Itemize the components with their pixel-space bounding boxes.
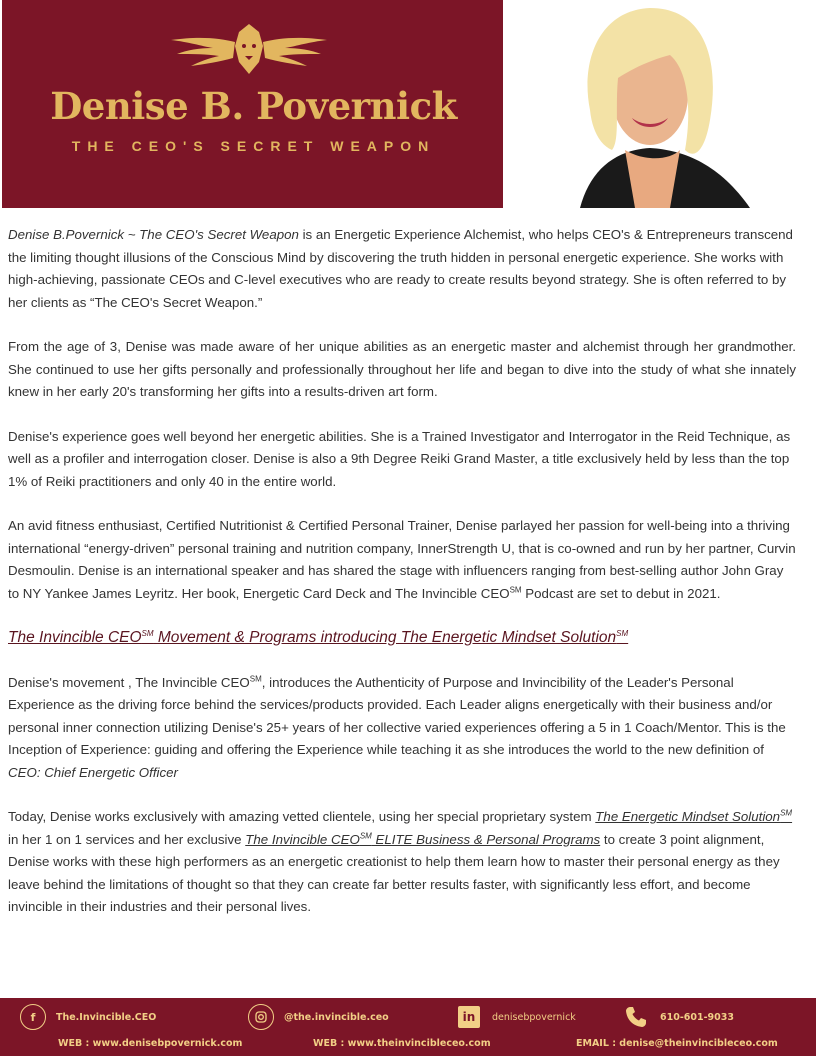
title-banner — [2, 0, 503, 208]
paragraph-4-end: Podcast are set to debut in 2021. — [521, 585, 721, 601]
web-link-1[interactable]: WEB : www.denisebpovernick.com — [58, 1038, 243, 1049]
paragraph-6-b: in her 1 on 1 services and her exclusive — [8, 831, 246, 847]
ceo-definition: CEO: Chief Energetic Officer — [8, 764, 178, 780]
linkedin-icon: in — [458, 1006, 480, 1028]
intro-italic: Denise B.Povernick ~ The CEO's Secret Weapon — [8, 227, 299, 242]
link-text: The Invincible CEO — [245, 831, 360, 847]
paragraph-6-c: to create 3 point alignment, Denise works with these high performers as an energetic creationist to help them learn how to master their personal energy as they leave behind the limitations of thought so that they can create far better results faster, with significantly less effort, and become invincible in their industries and their personal lives. — [8, 831, 780, 914]
phone-contact[interactable] — [624, 1006, 734, 1028]
service-mark: SM — [249, 674, 262, 684]
instagram-icon — [248, 1004, 274, 1030]
service-mark: SM — [509, 585, 522, 595]
intro-paragraph — [8, 224, 796, 314]
facebook-handle: The.Invincible.CEO — [56, 1011, 157, 1023]
energetic-mindset-link[interactable] — [595, 809, 792, 824]
service-mark: SM — [141, 628, 154, 638]
intro-text: is an Energetic Experience Alchemist, who helps CEO's & Entrepreneurs transcend the limiting thought illusions of the Conscious Mind by discovering the truth hidden in personal energetic experience. She works with high-achieving, passionate CEOs and C-level executives who are ready to create results beyond strategy. She is often referred to by her clients as “The CEO's Secret Weapon.” — [8, 227, 793, 310]
heading-part-b: Movement & Programs introducing The Energetic Mindset Solution — [153, 629, 617, 646]
heading-part-a: The Invincible CEO — [8, 629, 142, 646]
paragraph-2: From the age of 3, Denise was made aware of her unique abilities as an energetic master and alchemist through her grandmother. She continued to use her gifts personally and professionally throughout her life and began to dive into the study of what she innately knew in her early 20's transforming her gifts into a results-driven art form. — [8, 339, 796, 399]
winged-lion-icon — [169, 18, 329, 80]
linkedin-handle: denisebpovernick — [492, 1011, 576, 1023]
paragraph-5 — [8, 672, 796, 785]
paragraph-5-a: Denise's movement , The Invincible CEO — [8, 674, 250, 690]
portrait-photo — [520, 0, 780, 208]
elite-programs-link[interactable] — [245, 832, 600, 847]
instagram-handle: @the.invincible.ceo — [284, 1011, 389, 1023]
footer — [0, 998, 816, 1056]
paragraph-6-a: Today, Denise works exclusively with amazing vetted clientele, using her special proprietary system — [8, 809, 596, 824]
link-text: The Energetic Mindset Solution — [595, 809, 781, 824]
web-link-2[interactable]: WEB : www.theinvincibleceo.com — [313, 1038, 491, 1049]
bio-content — [8, 224, 796, 941]
paragraph-4 — [8, 515, 796, 605]
tagline: THE CEO'S SECRET WEAPON — [71, 138, 436, 154]
phone-icon — [624, 1005, 648, 1029]
paragraph-5-b: , introduces the Authenticity of Purpose and Invincibility of the Leader's Personal Experience as the driving force behind the services/products provided. Each Leader aligns energetically with their business and/or personal inner connection utilizing Denise's 25+ years of her collective varied experiences offering a 5 in 1 Coach/Mentor. This is the Inception of Experience: guiding and offering the Experience while teaching it as she introduces the world to the new definition of — [8, 674, 786, 757]
instagram-contact[interactable] — [248, 1006, 389, 1028]
email-link[interactable]: EMAIL : denise@theinvincibleceo.com — [576, 1038, 778, 1049]
service-mark: SM — [780, 808, 793, 818]
service-mark: SM — [359, 831, 372, 841]
link-text: ELITE Business & Personal Programs — [371, 831, 601, 847]
section-heading — [8, 627, 796, 650]
paragraph-4-text: An avid fitness enthusiast, Certified Nutritionist & Certified Personal Trainer, Denise parlayed her passion for well-being into a thriving international “energy-driven” personal training and nutrition company, InnerStrength U, that is co-owned and run by her partner, Curvin Desmoulin. Denise is an international speaker and has shared the stage with influencers ranging from best-selling author John Gray to NY Yankee James Leyritz. Her book, Energetic Card Deck and The Invincible CEO — [8, 518, 796, 601]
brand-name: Denise B. Povernick — [50, 84, 457, 128]
linkedin-contact[interactable] — [458, 1006, 576, 1028]
header — [0, 0, 816, 210]
paragraph-6 — [8, 806, 796, 919]
paragraph-3: Denise's experience goes well beyond her energetic abilities. She is a Trained Investigator and Interrogator in the Reid Technique, as well as a profiler and interrogation closer. Denise is also a 9th Degree Reiki Grand Master, a title exclusively held by less than the top 1% of Reiki practitioners and only 40 in the entire world. — [8, 428, 791, 489]
service-mark: SM — [616, 628, 629, 638]
phone-number: 610-601-9033 — [660, 1011, 734, 1023]
facebook-icon: f — [20, 1004, 46, 1030]
facebook-contact[interactable] — [20, 1006, 156, 1028]
